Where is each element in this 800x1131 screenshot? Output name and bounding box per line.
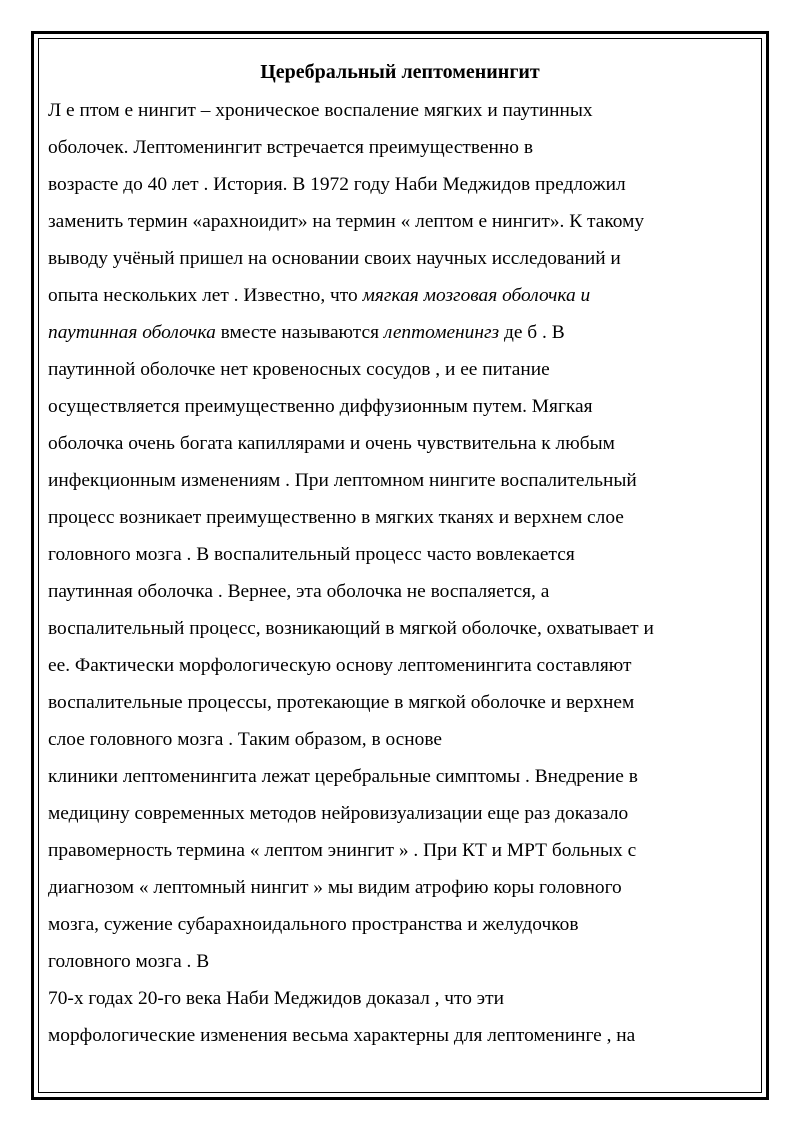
document-body	[48, 92, 748, 1054]
text-line: Л е птом е нингит – хроническое воспаление мягких и паутинных	[48, 100, 593, 121]
text-line: слое головного мозга . Таким образом, в основе	[48, 729, 443, 750]
text-line: воспалительные процессы, протекающие в мягкой оболочке и верхнем	[48, 692, 635, 713]
text-line: инфекционным изменениям . При лептомном нингите воспалительный	[48, 470, 637, 491]
text-line: процесс возникает преимущественно в мягких тканях и верхнем слое	[48, 507, 624, 528]
text-line: паутинной оболочке нет кровеносных сосудов , и ее питание	[48, 359, 550, 380]
text-line: заменить термин «арахноидит» на термин « лептом е нингит». К такому	[48, 211, 645, 232]
text-line: выводу учёный пришел на основании своих научных исследований и	[48, 248, 621, 269]
text-line: паутинная оболочка вместе называются лептоменингз де б . В	[48, 322, 565, 343]
italic-term: мягкая мозговая оболочка и	[362, 285, 591, 306]
text-line: оболочка очень богата капиллярами и очень чувствительна к любым	[48, 433, 615, 454]
text-line: клиники лептоменингита лежат церебральные симптомы . Внедрение в	[48, 766, 638, 787]
italic-term: паутинная оболочка	[48, 322, 216, 343]
text-line: медицину современных методов нейровизуализации еще раз доказало	[48, 803, 629, 824]
text-line: ее. Фактически морфологическую основу лептоменингита составляют	[48, 655, 632, 676]
text-line: морфологические изменения весьма характерны для лептоменинге , на	[48, 1025, 636, 1046]
text-line: диагнозом « лептомный нингит » мы видим атрофию коры головного	[48, 877, 622, 898]
text-line: мозга, сужение субарахноидального пространства и желудочков	[48, 914, 579, 935]
text-line: воспалительный процесс, возникающий в мягкой оболочке, охватывает и	[48, 618, 654, 639]
text-line: осуществляется преимущественно диффузионным путем. Мягкая	[48, 396, 593, 417]
document-title: Церебральный лептоменингит	[260, 61, 540, 83]
text-line: головного мозга . В воспалительный процесс часто вовлекается	[48, 544, 575, 565]
text-line: 70-х годах 20-го века Наби Меджидов доказал , что эти	[48, 988, 504, 1009]
text-line: правомерность термина « лептом энингит » . При КТ и МРТ больных с	[48, 840, 637, 861]
text-line: паутинная оболочка . Вернее, эта оболочка не воспаляется, а	[48, 581, 550, 602]
text-line: опыта нескольких лет . Известно, что мягкая мозговая оболочка и	[48, 285, 591, 306]
text-line: головного мозга . В	[48, 951, 210, 972]
text-line: возрасте до 40 лет . История. В 1972 году Наби Меджидов предложил	[48, 174, 626, 195]
text-line: оболочек. Лептоменингит встречается преимущественно в	[48, 137, 534, 158]
italic-term: лептоменингз	[383, 322, 500, 343]
